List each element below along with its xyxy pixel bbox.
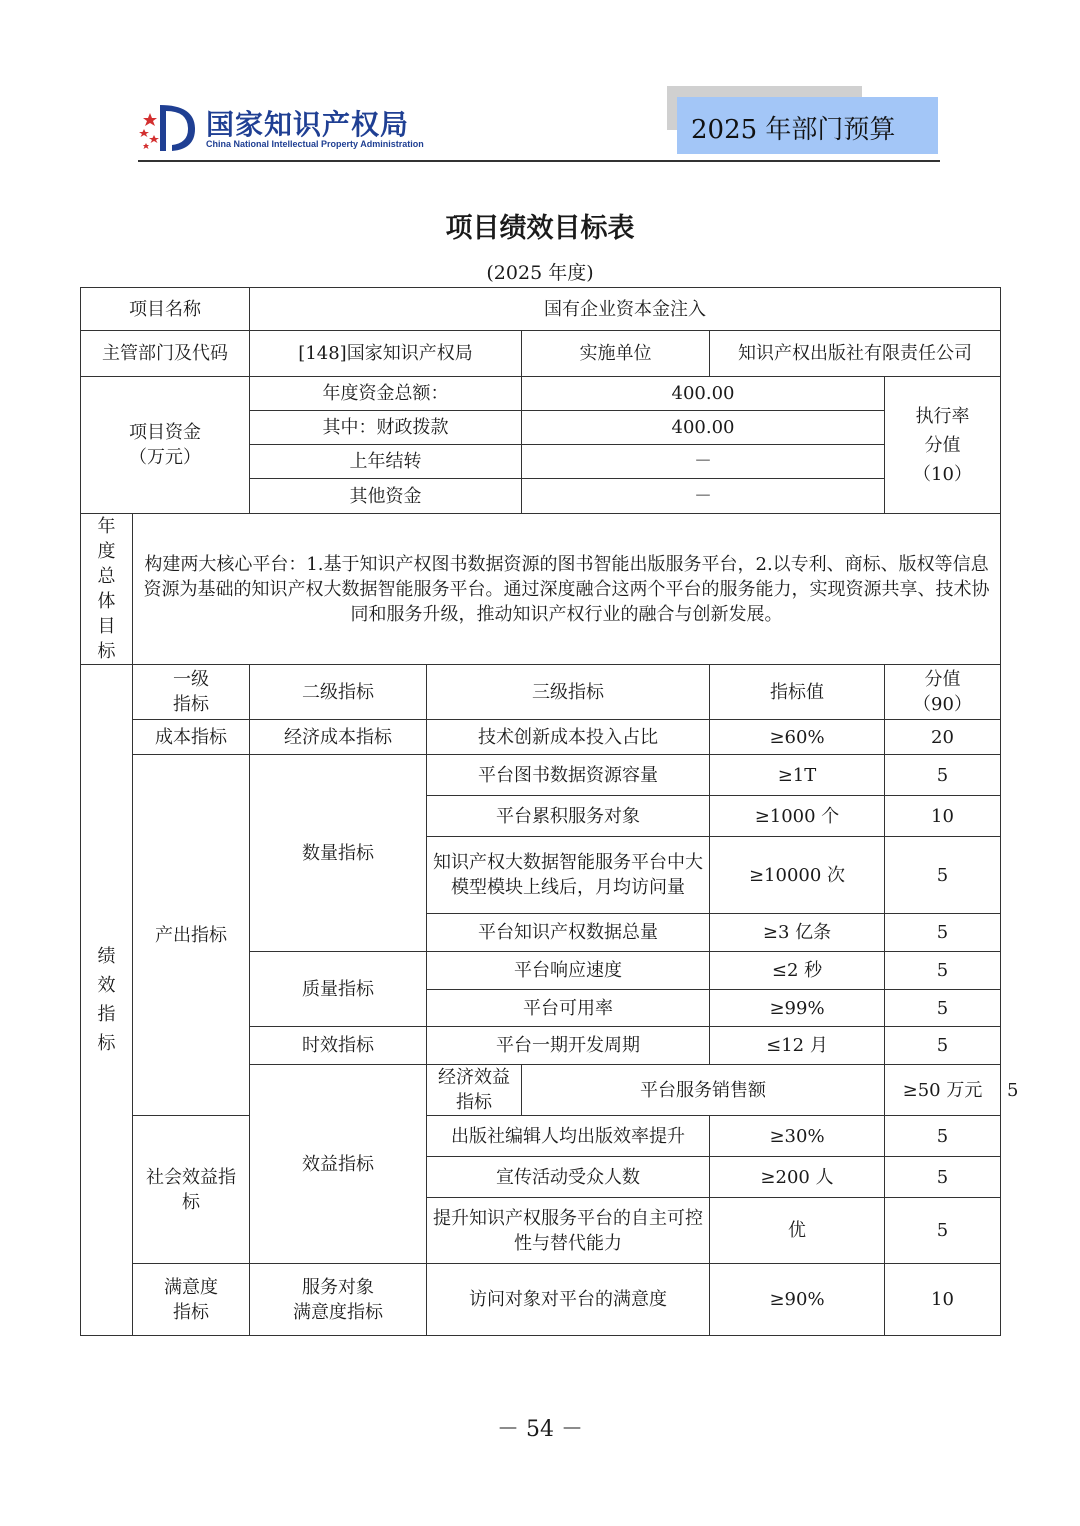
funds-item-label: 上年结转 bbox=[250, 445, 522, 479]
dept-value: [148]国家知识产权局 bbox=[250, 331, 522, 377]
indicator-value: ≥200 人 bbox=[710, 1157, 885, 1198]
funds-item-value: － bbox=[522, 479, 885, 514]
impl-label: 实施单位 bbox=[522, 331, 710, 377]
header-level1 bbox=[133, 665, 250, 720]
indicator-value: ≥50 万元 bbox=[885, 1065, 1001, 1116]
l2-econ-benefit: 经济效益指标 bbox=[427, 1065, 522, 1116]
indicator-row: 效益指标 经济效益指标 平台服务销售额 ≥50 万元 5 bbox=[81, 1065, 1001, 1116]
exec-rate-line3: （10） bbox=[913, 463, 972, 485]
indicator-name: 技术创新成本投入占比 bbox=[427, 720, 710, 755]
indicator-value: ≤2 秒 bbox=[710, 952, 885, 990]
project-name-value: 国有企业资本金注入 bbox=[250, 288, 1001, 331]
goal-label-char: 度 bbox=[97, 541, 116, 562]
indicator-value: ≤12 月 bbox=[710, 1027, 885, 1065]
indicator-score: 5 bbox=[885, 1198, 1001, 1264]
org-logo bbox=[138, 99, 438, 159]
goal-label-char: 标 bbox=[97, 641, 116, 662]
goal-label-char: 总 bbox=[97, 566, 116, 587]
emblem-icon bbox=[138, 99, 200, 155]
budget-label-box bbox=[677, 97, 938, 154]
indicator-name: 平台累积服务对象 bbox=[427, 796, 710, 837]
goal-label bbox=[81, 514, 133, 665]
side-label-char: 效 bbox=[97, 975, 116, 996]
indicator-value: 优 bbox=[710, 1198, 885, 1264]
header-level3: 三级指标 bbox=[427, 665, 710, 720]
page-title: 项目绩效目标表 bbox=[445, 213, 635, 244]
indicator-value: ≥99% bbox=[710, 990, 885, 1027]
budget-label: 2025 年部门预算 bbox=[691, 115, 896, 145]
indicator-score: 10 bbox=[885, 796, 1001, 837]
project-name-row bbox=[81, 288, 1001, 331]
side-label-char: 指 bbox=[97, 1004, 116, 1025]
indicator-name: 平台可用率 bbox=[427, 990, 710, 1027]
l2-service-sat-line2: 满意度指标 bbox=[293, 1301, 383, 1323]
l1-output: 产出指标 bbox=[133, 755, 250, 1116]
page-subtitle: (2025 年度) bbox=[486, 262, 594, 284]
indicator-value: ≥1T bbox=[710, 755, 885, 796]
l1-satisfaction bbox=[133, 1264, 250, 1336]
indicator-score: 5 bbox=[885, 1027, 1001, 1065]
project-name-label: 项目名称 bbox=[81, 288, 250, 331]
l1-benefit: 效益指标 bbox=[250, 1065, 427, 1264]
dept-label: 主管部门及代码 bbox=[81, 331, 250, 377]
l2-service-sat-line1: 服务对象 bbox=[302, 1276, 374, 1298]
indicator-score: 5 bbox=[885, 914, 1001, 952]
side-label-char: 绩 bbox=[97, 946, 116, 967]
indicator-score: 5 bbox=[885, 755, 1001, 796]
funds-item-value: － bbox=[522, 445, 885, 479]
funds-item-value: 400.00 bbox=[522, 411, 885, 445]
indicators-side-label bbox=[81, 665, 133, 1336]
goal-text: 构建两大核心平台：1.基于知识产权图书数据资源的图书智能出版服务平台，2.以专利、商标、版权等信息资源为基础的知识产权大数据智能服务平台。通过深度融合这两个平台的服务能力，实现资源共享、技术协同和服务升级，推动知识产权行业的融合与创新发展。 bbox=[133, 514, 1001, 665]
l2-quantity: 数量指标 bbox=[250, 755, 427, 952]
indicator-score: 5 bbox=[885, 1116, 1001, 1157]
indicator-value: ≥1000 个 bbox=[710, 796, 885, 837]
l1-satisfaction-line1: 满意度 bbox=[164, 1276, 218, 1298]
goal-label-char: 目 bbox=[97, 616, 116, 637]
indicator-value: ≥3 亿条 bbox=[710, 914, 885, 952]
header-score bbox=[885, 665, 1001, 720]
exec-rate-line1: 执行率 bbox=[915, 405, 970, 427]
funds-item-label: 其中：财政拨款 bbox=[250, 411, 522, 445]
l1-satisfaction-line2: 指标 bbox=[173, 1301, 209, 1323]
header-score-line1: 分值 bbox=[924, 669, 961, 690]
org-name-cn: 国家知识产权局 bbox=[206, 108, 410, 141]
indicator-value: ≥60% bbox=[710, 720, 885, 755]
funds-label-line1: 项目资金 bbox=[129, 422, 201, 443]
goal-row bbox=[81, 514, 1001, 665]
indicator-name: 平台知识产权数据总量 bbox=[427, 914, 710, 952]
goal-label-char: 体 bbox=[97, 591, 116, 612]
page-number: － 54 － bbox=[497, 1417, 583, 1442]
funds-item-label: 其他资金 bbox=[250, 479, 522, 514]
header-divider bbox=[138, 160, 940, 162]
indicator-row bbox=[81, 720, 1001, 755]
indicator-name: 平台服务销售额 bbox=[522, 1065, 885, 1116]
funds-item-label: 年度资金总额： bbox=[250, 377, 522, 411]
funds-label-line2: （万元） bbox=[129, 447, 201, 468]
indicator-row bbox=[81, 1264, 1001, 1336]
page-header bbox=[138, 85, 940, 162]
indicator-name: 访问对象对平台的满意度 bbox=[427, 1264, 710, 1336]
header-score-line2: （90） bbox=[913, 694, 972, 715]
header-value: 指标值 bbox=[710, 665, 885, 720]
impl-value: 知识产权出版社有限责任公司 bbox=[710, 331, 1001, 377]
indicator-score: 5 bbox=[885, 952, 1001, 990]
indicator-name: 平台响应速度 bbox=[427, 952, 710, 990]
indicator-score: 5 bbox=[885, 990, 1001, 1027]
header-level1-line1: 一级 bbox=[173, 669, 209, 690]
l1-cost: 成本指标 bbox=[133, 720, 250, 755]
funds-label bbox=[81, 377, 250, 514]
indicator-name: 平台图书数据资源容量 bbox=[427, 755, 710, 796]
indicator-row bbox=[81, 755, 1001, 796]
org-name-en: China National Intellectual Property Administration bbox=[206, 139, 424, 149]
indicator-name: 提升知识产权服务平台的自主可控性与替代能力 bbox=[427, 1198, 710, 1264]
exec-rate-score bbox=[885, 377, 1001, 514]
l2-timeliness: 时效指标 bbox=[250, 1027, 427, 1065]
exec-rate-line2: 分值 bbox=[924, 434, 961, 456]
side-label-char: 标 bbox=[97, 1033, 116, 1054]
indicator-score: 5 bbox=[885, 1157, 1001, 1198]
performance-table bbox=[80, 287, 1019, 1336]
funds-row bbox=[81, 377, 1001, 411]
l2-econ-cost: 经济成本指标 bbox=[250, 720, 427, 755]
indicator-value: ≥90% bbox=[710, 1264, 885, 1336]
indicator-score: 20 bbox=[885, 720, 1001, 755]
indicator-name: 出版社编辑人均出版效率提升 bbox=[427, 1116, 710, 1157]
dept-row bbox=[81, 331, 1001, 377]
indicator-row bbox=[81, 1116, 1001, 1157]
indicator-value: ≥10000 次 bbox=[710, 837, 885, 914]
header-level2: 二级指标 bbox=[250, 665, 427, 720]
indicator-value: ≥30% bbox=[710, 1116, 885, 1157]
indicator-name: 宣传活动受众人数 bbox=[427, 1157, 710, 1198]
indicator-score: 10 bbox=[885, 1264, 1001, 1336]
l2-social-benefit: 社会效益指标 bbox=[133, 1116, 250, 1264]
goal-label-char: 年 bbox=[97, 516, 116, 537]
indicator-name: 知识产权大数据智能服务平台中大模型模块上线后，月均访问量 bbox=[427, 837, 710, 914]
indicator-header-row bbox=[81, 665, 1001, 720]
header-level1-line2: 指标 bbox=[173, 694, 209, 715]
l2-quality: 质量指标 bbox=[250, 952, 427, 1027]
indicator-name: 平台一期开发周期 bbox=[427, 1027, 710, 1065]
l2-service-satisfaction bbox=[250, 1264, 427, 1336]
funds-item-value: 400.00 bbox=[522, 377, 885, 411]
indicator-score: 5 bbox=[885, 837, 1001, 914]
